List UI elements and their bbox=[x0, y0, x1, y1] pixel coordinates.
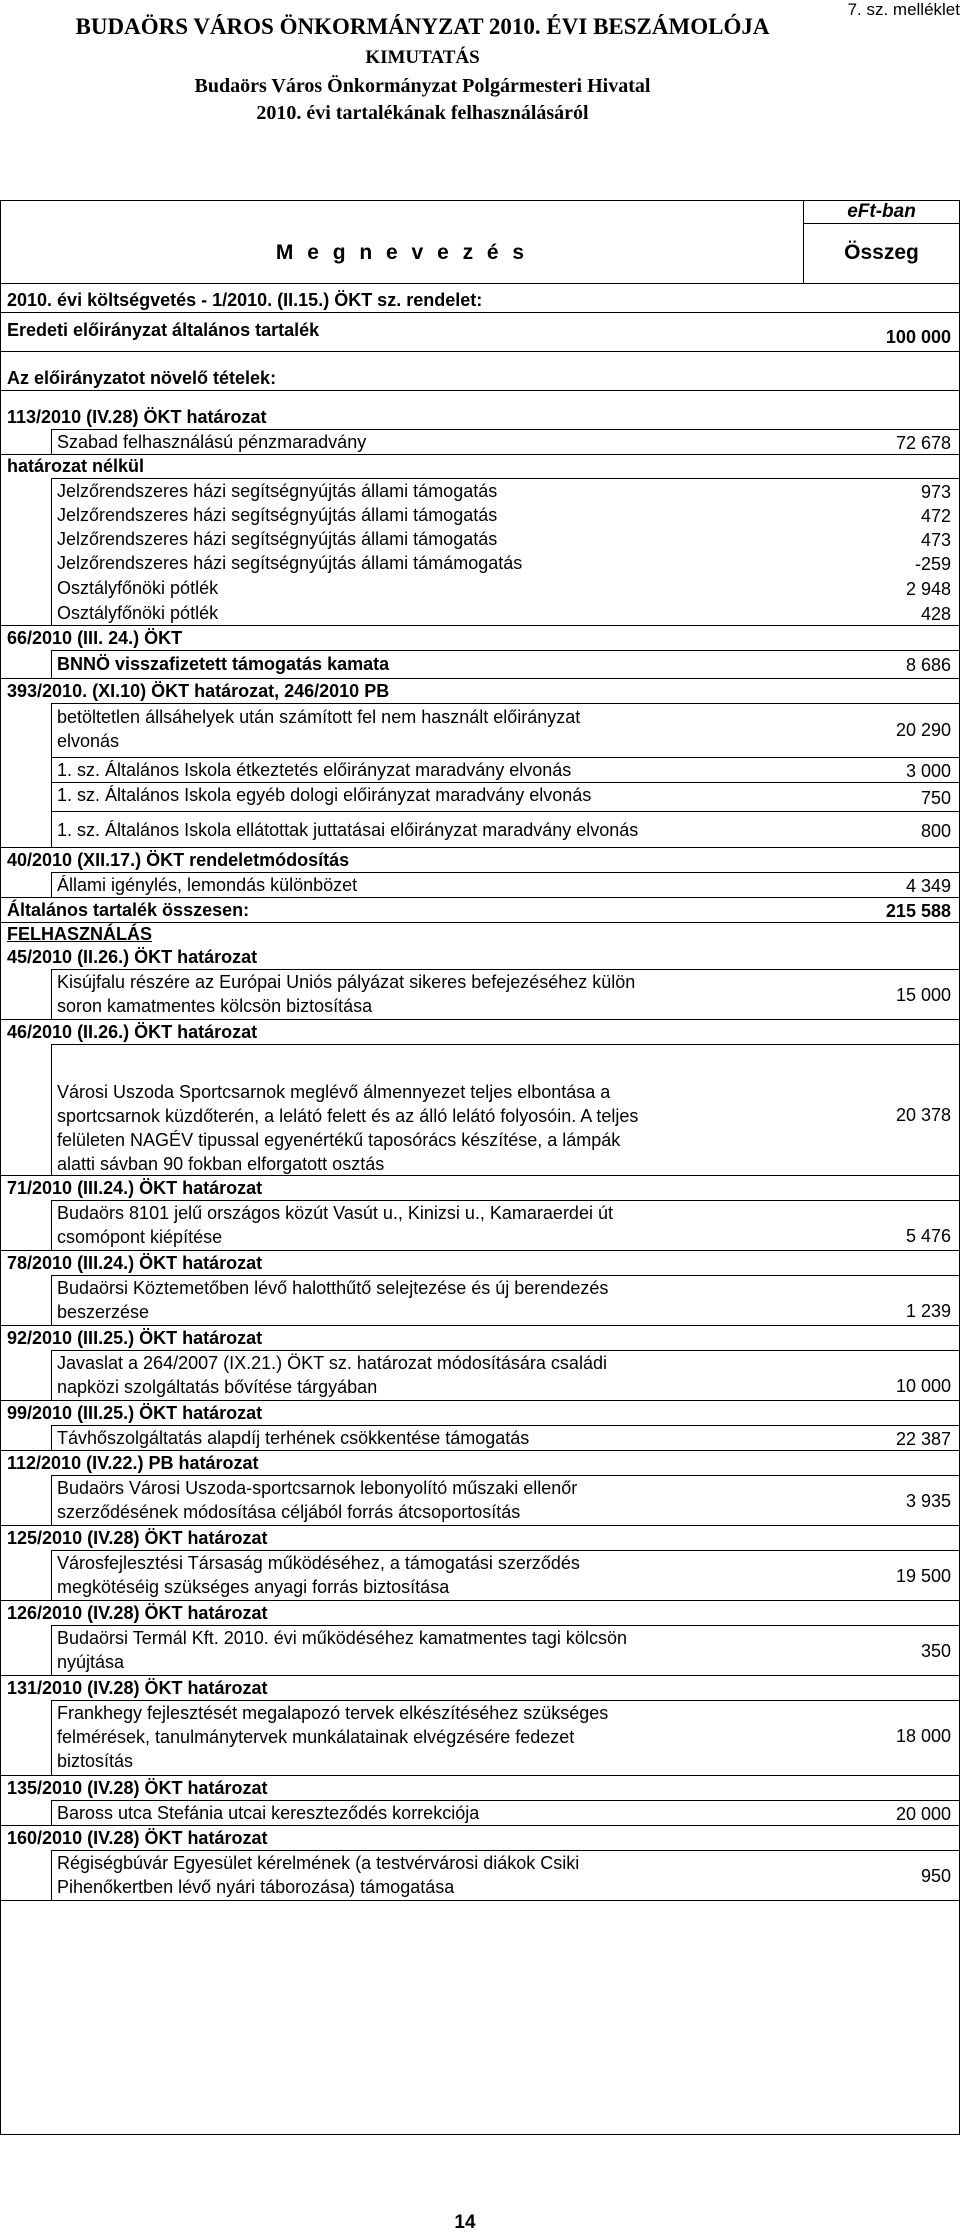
page-number: 14 bbox=[454, 2212, 476, 2233]
header-divider bbox=[1, 283, 959, 284]
row-divider bbox=[51, 650, 959, 651]
row-divider bbox=[1, 678, 959, 679]
row-divider bbox=[51, 1700, 959, 1701]
row-divider bbox=[1, 1325, 959, 1326]
row-divider bbox=[51, 703, 959, 704]
row-divider bbox=[1, 390, 959, 391]
row-divider bbox=[51, 1275, 959, 1276]
row-divider bbox=[51, 969, 959, 970]
row-divider bbox=[1, 1775, 959, 1776]
row-divider bbox=[51, 1425, 959, 1426]
row-divider bbox=[1, 625, 959, 626]
indent-guide bbox=[51, 1200, 52, 1250]
row-divider bbox=[51, 811, 959, 812]
row-divider bbox=[51, 1625, 959, 1626]
indent-guide bbox=[51, 1800, 52, 1825]
report-topic: 2010. évi tartalékának felhasználásáról bbox=[256, 102, 589, 124]
indent-guide bbox=[51, 1475, 52, 1525]
indent-guide bbox=[51, 969, 52, 1019]
indent-guide bbox=[51, 1425, 52, 1450]
indent-guide bbox=[51, 1044, 52, 1175]
row-divider bbox=[51, 1200, 959, 1201]
indent-guide bbox=[51, 703, 52, 847]
row-divider bbox=[51, 872, 959, 873]
row-divider bbox=[51, 478, 959, 479]
indent-guide bbox=[51, 1275, 52, 1325]
reserve-table: eFt-ban M e g n e v e z é s Összeg 2010. évi költségvetés - 1/2010. (II.15.) ÖKT sz. rendelet: Eredeti előirányzat általános tartalék 100 000 Az előirányzatot növelő tételek: 113/2010 (IV.28) ÖKT határozat Szabad felhasználású pénzmaradvány 72 678 határozat nélkül Jelzőrendszeres házi segítségnyújtás állami támogatás 973 Jelzőrendszeres házi segítségnyújtás állami támogatás 472 Jelzőrendszeres házi segítségnyújtás állami támogatás 473 Jelzőrendszeres házi segítségnyújtás állami támámogatás -259 Osztályfőnöki pótlék 2 948 Osztályfőnöki pótlék 428 66/2010 (III. 24.) ÖKT BNNÖ visszafizetett támogatás kamata 8 686 393/2010. (XI.10) ÖKT határozat, 246/2010 PB betöltetlen állsáhelyek után számított fel nem használt előirányzat elvonás 20 290 1. sz. Általános Iskola étkeztetés előirányzat maradvány elvonás 3 000 1. sz. Általános Iskola egyéb dologi előirányzat maradvány elvonás 750 1. sz. Általános Iskola ellátottak juttatásai előirányzat maradvány elvonás 800 40/2010 (XII.17.) ÖKT rendeletmódosítás Állami igénylés, lemondás különbözet 4 349 Általános tartalék összesen: 215 588 FELHASZNÁLÁS 45/2010 (II.26.) ÖKT határozat Kisújfalu részére az Európai Uniós pályázat sikeres befejezéséhez külön soron kamatmentes kölcsön biztosítása 15 000 46/2010 (II.26.) ÖKT határozat Városi Uszoda Sportcsarnok meglévő álmennyezet teljes elbontása a sportcsarnok küzdőterén, a lelátó felett és az álló lelátó folyosóin. A teljes felületen NAGÉV tipussal egyenértékű taposórács készítése, a lámpák alatti sávban 90 fokban elforgatott osztás 20 378 71/2010 (III.24.) ÖKT határozat Budaörs 8101 jelű országos közút Vasút u., Kinizsi u., Kamaraerdei út csomópont kiépítése 5 476 78/2010 (III.24.) ÖKT határozat Budaörsi Köztemetőben lévő halotthűtő selejtezése és új berendezés beszerzése 1 239 92/2010 (III.25.) ÖKT határozat Javaslat a 264/2007 (IX.21.) ÖKT sz. határozat módosítására családi napközi szolgáltatás bővítése tárgyában 10 000 99/2010 (III.25.) ÖKT határozat Távhőszolgáltatás alapdíj terhének csökkentése támogatás 22 387 112/2010 (IV.22.) PB határozat Budaörs Városi Uszoda-sportcsarnok lebonyolító műszaki ellenőr szerződésének módosítása céljából forrás átcsoportosítás 3 935 125/2010 (IV.28) ÖKT határozat Városfejlesztési Társaság működéséhez, a támogatási szerződés megkötéséig szükséges anyagi forrás biztosítása 19 500 126/2010 (IV.28) ÖKT határozat Budaörsi Termál Kft. 2010. évi működéséhez kamatmentes tagi kölcsön nyújtása 350 131/2010 (IV.28) ÖKT határozat Frankhegy fejlesztését megalapozó tervek elkészítéséhez szükséges felmérések, tanulmánytervek munkálatainak elvégzésére fedezet biztosítás 18 000 135/2010 (IV.28) ÖKT határozat Baross utca Stefánia utcai kereszteződés korrekciója 20 000 160/2010 (IV.28) ÖKT határozat Régiségbúvár Egyesület kérelmének (a testvérvárosi diákok Csiki Pihenőkertben lévő nyári táborozása) támogatása 950 bbox=[0, 200, 960, 2135]
row-divider bbox=[1, 1175, 959, 1176]
indent-guide bbox=[51, 1625, 52, 1675]
report-subtitle: KIMUTATÁS bbox=[365, 47, 480, 68]
row-divider bbox=[1, 897, 959, 898]
row-divider bbox=[1, 1450, 959, 1451]
row-divider bbox=[51, 1550, 959, 1551]
row-divider bbox=[1, 847, 959, 848]
row-divider bbox=[51, 1850, 959, 1851]
row-divider bbox=[51, 429, 959, 430]
row-divider bbox=[1, 1525, 959, 1526]
indent-guide bbox=[51, 872, 52, 897]
column-header-amount: Összeg bbox=[844, 241, 919, 264]
row-divider bbox=[1, 1250, 959, 1251]
row-divider bbox=[1, 1900, 959, 1901]
indent-guide bbox=[51, 650, 52, 678]
indent-guide bbox=[51, 429, 52, 454]
column-header-name: M e g n e v e z é s bbox=[275, 241, 529, 264]
row-divider bbox=[1, 312, 959, 313]
unit-label: eFt-ban bbox=[804, 201, 959, 224]
indent-guide bbox=[51, 1350, 52, 1400]
indent-guide bbox=[51, 478, 52, 625]
annex-label: 7. sz. melléklet bbox=[847, 0, 960, 19]
row-divider bbox=[51, 1475, 959, 1476]
row-divider bbox=[51, 1044, 959, 1045]
row-divider bbox=[51, 1350, 959, 1351]
report-org: Budaörs Város Önkormányzat Polgármesteri Hivatal bbox=[194, 75, 651, 97]
report-title: BUDAÖRS VÁROS ÖNKORMÁNYZAT 2010. ÉVI BESZÁMOLÓJA bbox=[75, 14, 770, 39]
row-divider bbox=[1, 1600, 959, 1601]
indent-guide bbox=[51, 1850, 52, 1900]
row-divider bbox=[1, 454, 959, 455]
indent-guide bbox=[51, 1700, 52, 1775]
indent-guide bbox=[51, 1550, 52, 1600]
row-divider bbox=[1, 1400, 959, 1401]
row-divider bbox=[1, 351, 959, 352]
row-divider bbox=[1, 1675, 959, 1676]
row-divider bbox=[51, 1800, 959, 1801]
row-divider bbox=[1, 1825, 959, 1826]
row-divider bbox=[51, 757, 959, 758]
row-divider bbox=[1, 1019, 959, 1020]
row-divider bbox=[51, 782, 959, 783]
